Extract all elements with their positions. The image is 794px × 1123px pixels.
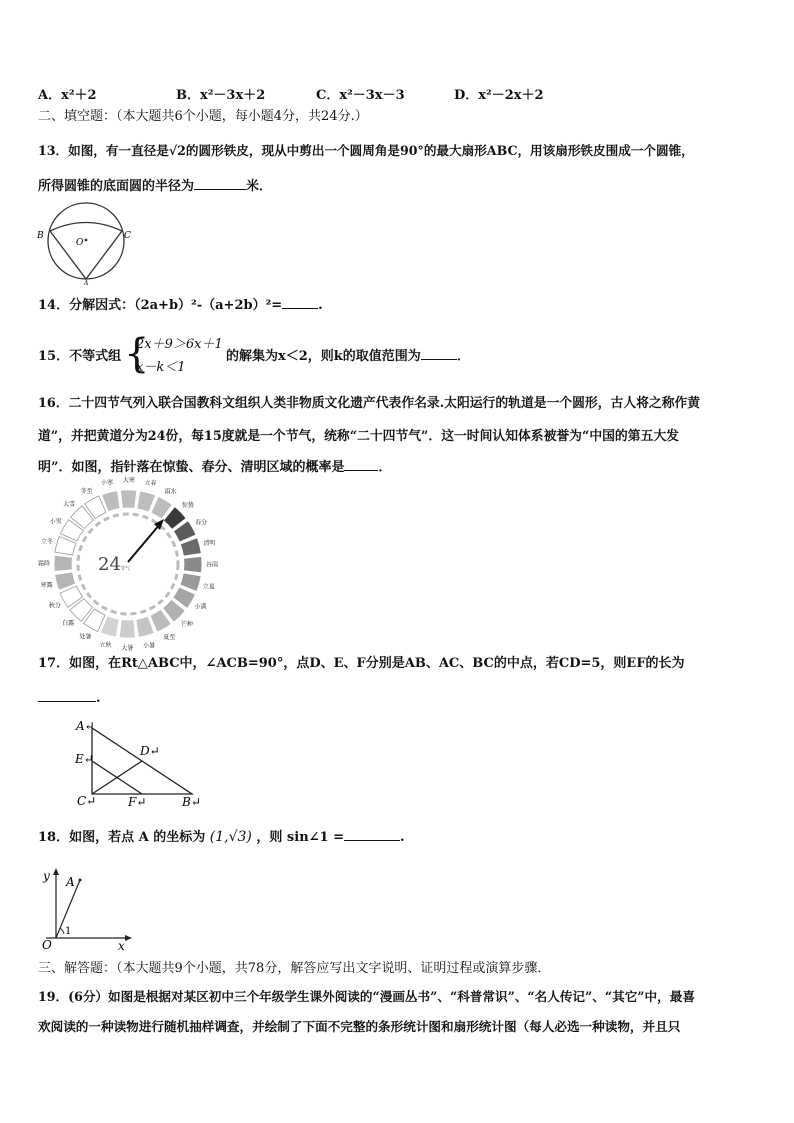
q18-before: 18．如图，若点 A 的坐标为 <box>38 830 206 845</box>
wheel-label-22: 小雪 <box>49 518 62 526</box>
q18-label-x: x <box>118 939 125 953</box>
q14-end: . <box>318 298 323 313</box>
q18-end: . <box>400 830 405 845</box>
wheel-segment-14 <box>119 620 135 638</box>
q18-label-o: O <box>42 938 52 952</box>
q13-line1: 13．如图，有一直径是√2的圆形铁皮，现从中剪出一个圆周角是90°的最大扇形ABC，用该扇形铁皮围成一个圆锥， <box>38 143 694 158</box>
q16-answer-blank <box>344 470 378 471</box>
wheel-label-3: 立春 <box>144 480 157 488</box>
wheel-label-2: 大寒 <box>122 477 135 485</box>
q17-label-f: F↵ <box>128 795 147 809</box>
q13-figure <box>36 200 136 286</box>
wheel-label-12: 夏至 <box>163 634 176 642</box>
q18-angle-arc <box>60 928 64 934</box>
q18-middle: ，则 sin∠1 = <box>256 830 344 845</box>
q18-label-y: y <box>43 869 50 883</box>
q18-point-a <box>79 879 82 882</box>
q17-answer-blank <box>38 701 96 702</box>
wheel-center-small: 节气 <box>120 566 131 572</box>
q17-label-c: C↵ <box>77 794 97 808</box>
q15-inequality-1: 2x＋9＞6x＋1 <box>136 337 223 352</box>
q17-label-b: B↵ <box>182 795 201 809</box>
q17-label-d: D↵ <box>140 744 160 758</box>
section2-heading: 二、填空题：（本大题共6个小题，每小题4分，共24分.） <box>38 109 368 124</box>
wheel-label-23: 大雪 <box>63 501 76 509</box>
wheel-label-14: 大暑 <box>121 644 134 652</box>
q15-prefix: 15．不等式组 <box>38 349 122 364</box>
q18-label-1: 1 <box>65 926 72 937</box>
q13-sector <box>50 223 122 280</box>
q13-label-o: O <box>76 238 84 248</box>
wheel-pointer <box>128 524 160 562</box>
wheel-label-5: 惊蛰 <box>181 502 194 510</box>
wheel-segment-8 <box>184 557 202 573</box>
q15-answer-blank <box>421 359 457 360</box>
q13-label-c: C <box>124 231 131 241</box>
q16-line3-text: 明”．如图，指针落在惊蛰、春分、清明区域的概率是 <box>38 460 345 475</box>
q15-end: ． <box>456 349 470 364</box>
q13-line2-text: 所得圆锥的底面圆的半径为 <box>38 179 195 194</box>
q17-label-a: A↵ <box>76 719 95 733</box>
q13-line2-end: 米． <box>246 179 273 194</box>
wheel-label-10: 小满 <box>194 603 207 611</box>
wheel-label-1: 小寒 <box>100 479 113 487</box>
q17-line1: 17．如图，在Rt△ABC中，∠ACB=90°，点D、E、F分别是AB、AC、BC的中点，若CD=5，则EF的长为 <box>38 656 685 671</box>
wheel-label-24: 冬至 <box>80 487 93 495</box>
wheel-label-11: 芒种 <box>180 620 193 628</box>
q17-figure <box>72 712 212 812</box>
wheel-label-16: 处暑 <box>79 633 92 641</box>
option-c: C．x²－3x－3 <box>316 88 405 103</box>
wheel-label-17: 白露 <box>62 619 75 627</box>
q16-line1: 16．二十四节气列入联合国教科文组织人类非物质文化遗产代表作名录.太阳运行的轨道是一个圆形，古人将之称作黄 <box>38 396 701 411</box>
q18-coordinate: (1,√3) <box>209 829 252 845</box>
q18-answer-blank <box>344 840 400 841</box>
q15-middle: 的解集为x＜2，则k的取值范围为 <box>226 349 421 364</box>
q18-x-arrow <box>125 935 132 941</box>
q14-answer-blank <box>282 308 318 309</box>
wheel-segment-2 <box>121 490 137 508</box>
q18-line <box>38 828 405 847</box>
wheel-label-7: 清明 <box>203 539 216 547</box>
option-d: D．x²－2x＋2 <box>454 88 544 103</box>
q18-figure <box>36 866 140 952</box>
wheel-label-4: 雨水 <box>164 488 177 496</box>
q13-center-dot <box>85 239 88 242</box>
q14-line <box>38 297 323 315</box>
q18-y-arrow <box>53 868 59 875</box>
wheel-label-21: 立冬 <box>41 538 54 546</box>
wheel-inner-ring <box>78 514 178 614</box>
wheel-label-13: 小暑 <box>143 642 156 650</box>
wheel-label-18: 秋分 <box>48 602 61 610</box>
wheel-segment-20 <box>54 555 72 571</box>
solar-terms-wheel <box>36 477 222 652</box>
q15-line <box>226 348 470 366</box>
q17-line2 <box>38 690 101 708</box>
q16-line2: 道”，并把黄道分为24份，每15度就是一个节气，统称“二十四节气”．这一时间认知体系被誉为“中国的第五大发 <box>38 429 679 444</box>
wheel-label-19: 寒露 <box>40 582 53 590</box>
wheel-label-15: 立秋 <box>99 641 112 649</box>
q18-label-a: A <box>66 875 75 889</box>
q19-line2: 欢阅读的一种读物进行随机抽样调查，并绘制了下面不完整的条形统计图和扇形统计图（每人必选一种读物，并且只 <box>38 1019 681 1034</box>
wheel-label-20: 霜降 <box>37 560 51 568</box>
wheel-label-8: 谷雨 <box>205 561 219 569</box>
q13-answer-blank <box>194 189 246 190</box>
q14-text: 14．分解因式：（2a+b）²-（a+2b）²= <box>38 298 283 313</box>
q15-inequality-2: x－k＜1 <box>136 360 186 375</box>
q13-label-a: A <box>84 280 89 287</box>
q16-line3-end: ． <box>378 460 392 475</box>
q13-label-b: B <box>37 231 44 241</box>
q17-label-e: E↵ <box>75 752 94 766</box>
section3-heading: 三、解答题：（本大题共9个小题，共78分，解答应写出文字说明、证明过程或演算步骤． <box>38 961 551 976</box>
option-a: A．x²＋2 <box>38 88 97 103</box>
q15-brace: { <box>124 331 150 377</box>
q17-end: . <box>96 691 101 706</box>
wheel-label-6: 春分 <box>195 519 208 527</box>
q13-line2 <box>38 178 272 196</box>
q16-line3 <box>38 459 392 477</box>
q19-line1: 19．(6分）如图是根据对某区初中三个年级学生课外阅读的“漫画丛书”、“科普常识”、“名人传记”、“其它”中，最喜 <box>38 989 695 1004</box>
wheel-label-9: 立夏 <box>202 583 215 591</box>
option-b: B．x²－3x＋2 <box>176 88 266 103</box>
wheel-center-number: 24 <box>98 554 121 575</box>
